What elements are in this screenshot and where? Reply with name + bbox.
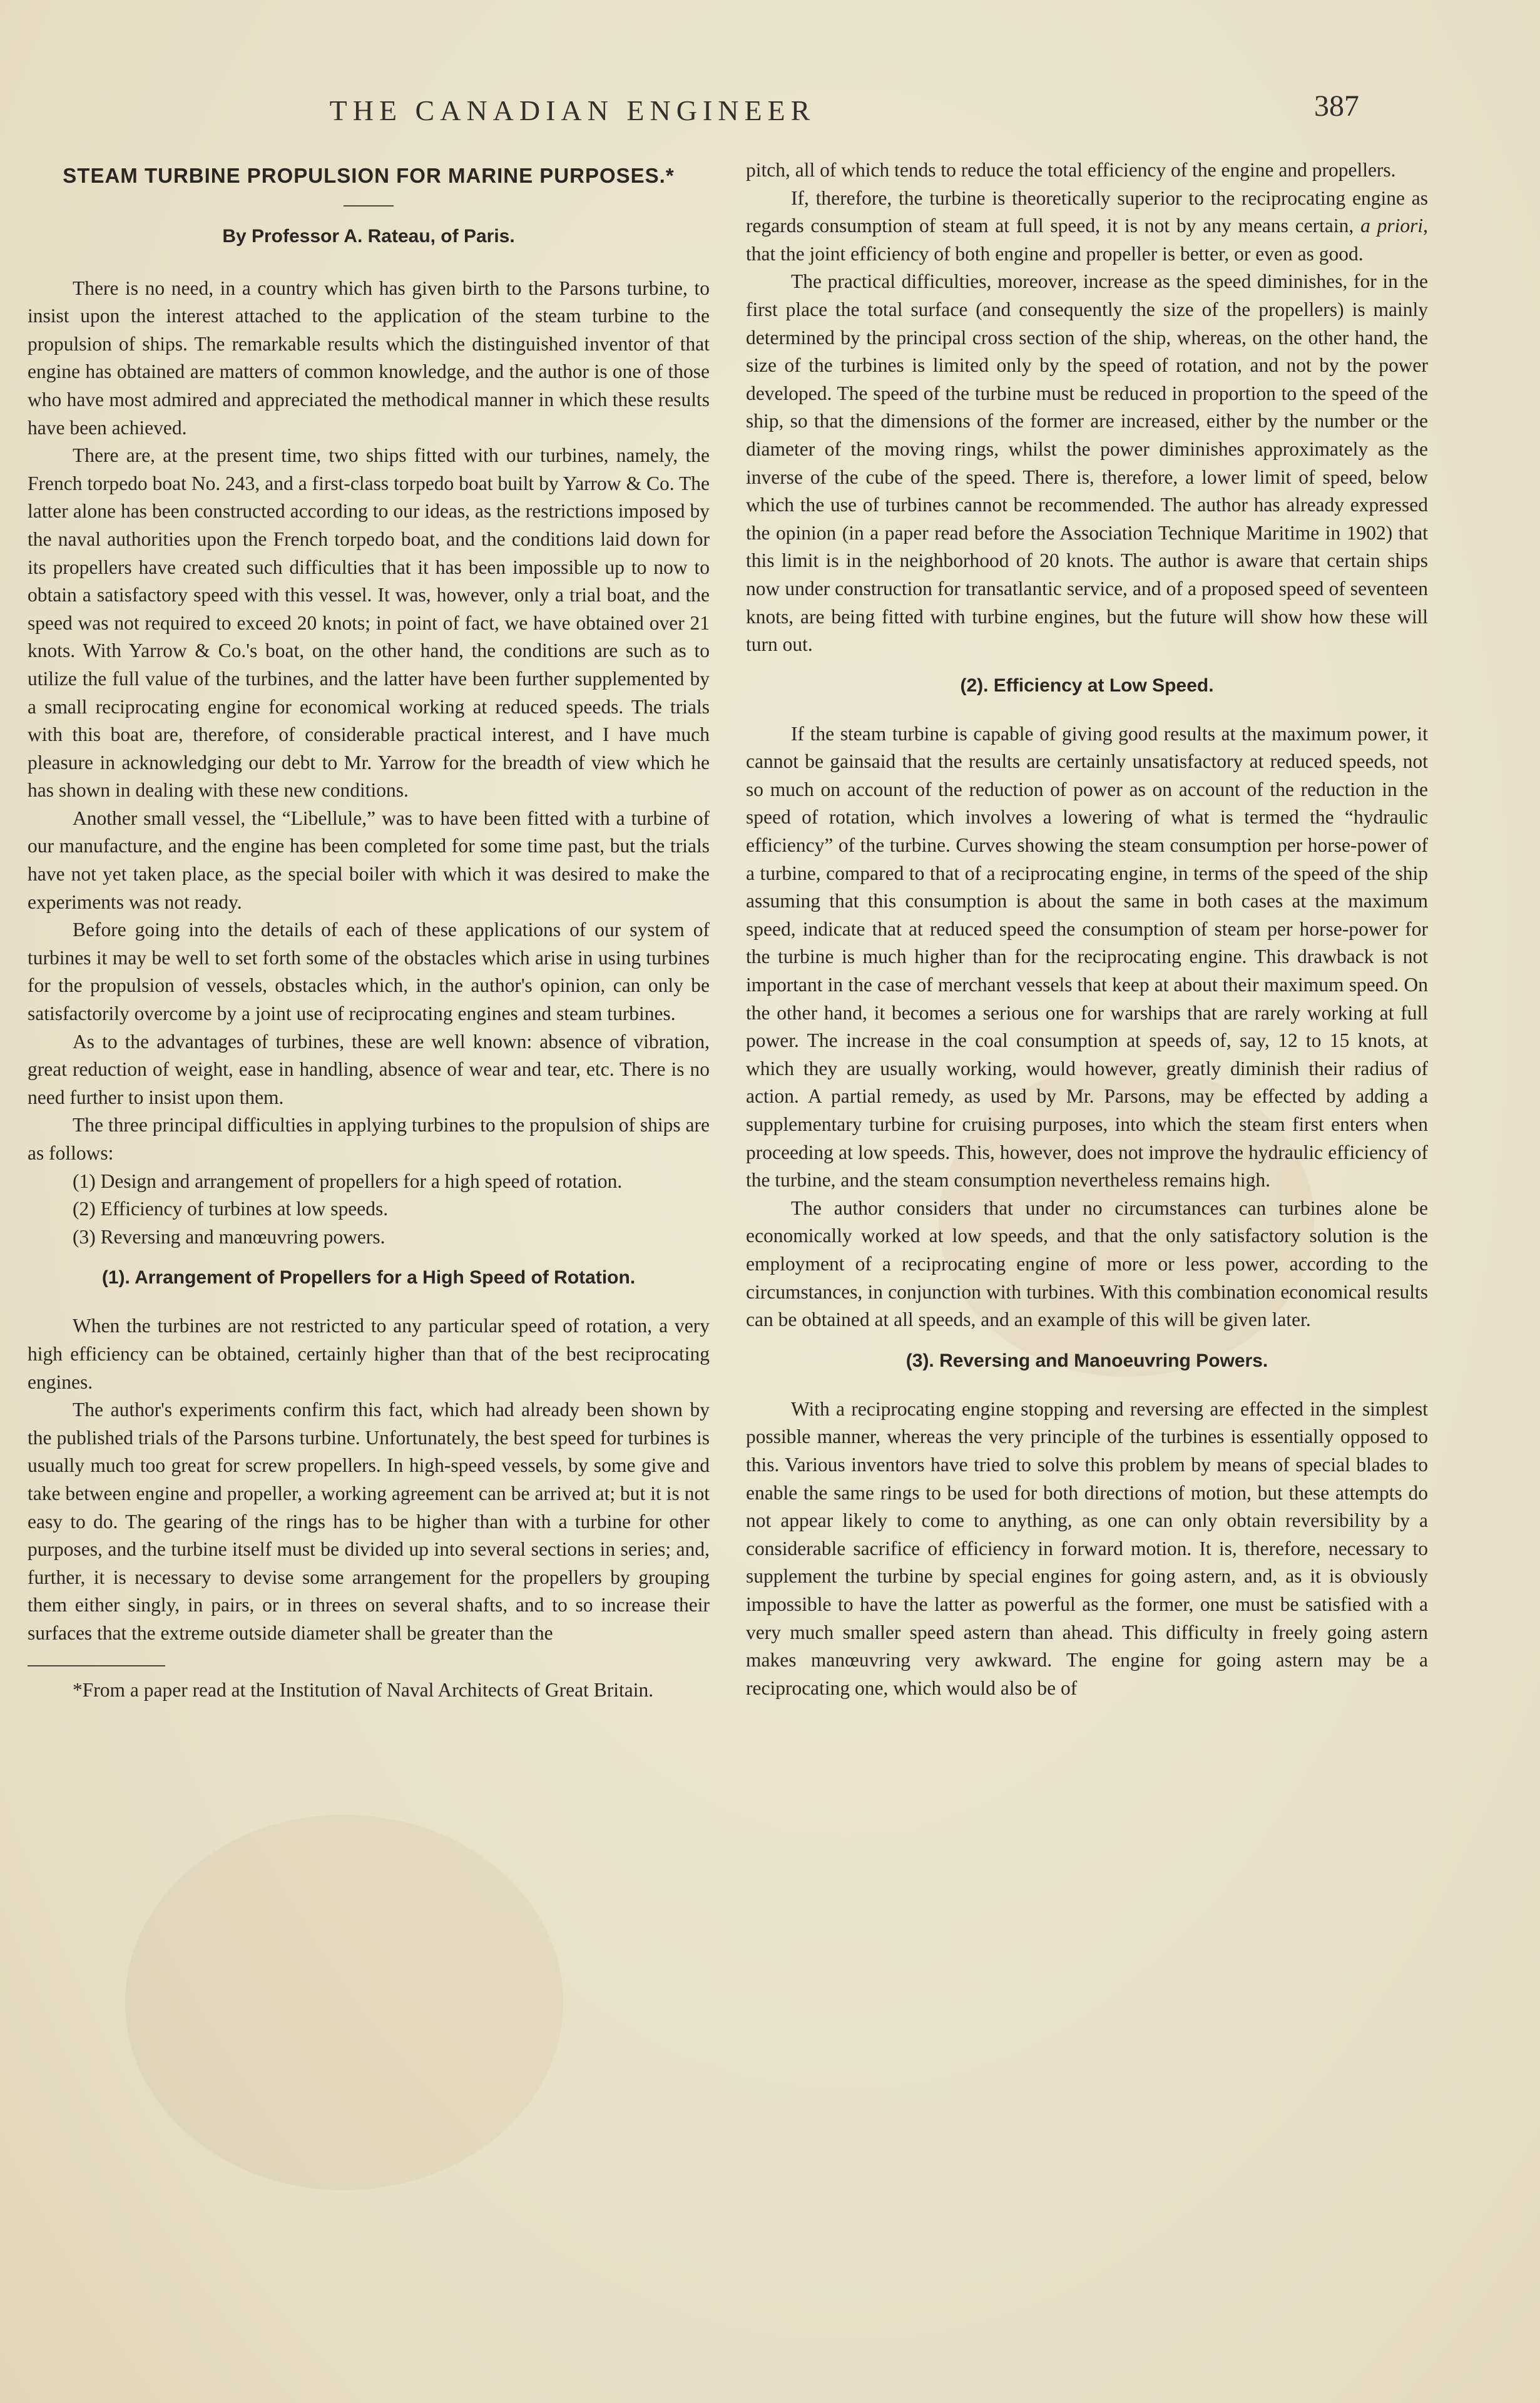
paragraph: The practical difficulties, moreover, increase as the speed diminishes, for in the first place the total surface (and consequently the size of the propellers) is mainly determined by the principal cross section of the ship, whereas, on the other hand, the size of the turbines is limited only by the speed of rotation, and not by the power developed. The speed of the turbine must be reduced in proportion to the speed of the ship, so that the dimensions of the former are increased, either by the number or the diameter of the moving rings, whilst the power diminishes approximately as the inverse of the cube of the speed. There is, therefore, a lower limit of speed, below which the use of turbines cannot be recommended. The author has already expressed the opinion (in a paper read before the Association Technique Maritime in 1902) that this limit is in the neighborhood of 20 knots. The author is aware that certain ships now under construction for transatlantic service, and of a proposed speed of seventeen knots, are being fitted with turbine engines, but the future will show how these will turn out. [746, 270, 1428, 656]
byline: By Professor A. Rateau, of Paris. [222, 226, 515, 247]
paragraph: pitch, all of which tends to reduce the total efficiency of the engine and propellers. [746, 159, 1396, 181]
paragraph-text: If, therefore, the turbine is theoretically superior to the reciprocating engine as regards consumption of steam at full speed, it is not by any means certain, [746, 186, 1428, 237]
section-heading: (2). Efficiency at Low Speed. [960, 675, 1214, 696]
paragraph [746, 185, 1428, 268]
paper-stain [125, 1815, 563, 2190]
title-rule [344, 205, 394, 207]
article-title: STEAM TURBINE PROPULSION FOR MARINE PURPOSES.* [63, 164, 675, 187]
italic-phrase: a priori [1360, 215, 1424, 237]
left-column [28, 156, 710, 1704]
paragraph: Before going into the details of each of these applications of our system of turbines it may be well to set forth some of the obstacles which arise in using turbines for the propulsion of vessels, obstacles which, in the author's opinion, can only be satisfactorily overcome by a joint use of reciprocating engines and steam turbines. [28, 919, 710, 1025]
paragraph: The author's experiments confirm this fact, which had already been shown by the published trials of the Parsons turbine. Unfortunately, the best speed for turbines is usually much too great for screw propellers. In high-speed vessels, by some give and take between engine and propeller, a working agreement can be arrived at; but it is not easy to do. The gearing of the rings has to be higher than with a turbine for other purposes, and the turbine itself must be divided up into several sections in series; and, further, it is necessary to devise some arrangement for the propellers by grouping them either singly, in pairs, or in threes on several shafts, and to so increase their surfaces that the extreme outside diameter shall be greater than the [28, 1399, 710, 1644]
right-column [746, 156, 1428, 1702]
list-item: (3) Reversing and manœuvring powers. [73, 1225, 385, 1248]
paragraph: When the turbines are not restricted to any particular speed of rotation, a very high efficiency can be obtained, certainly higher than that of the best reciprocating engines. [28, 1315, 710, 1393]
journal-title: THE CANADIAN ENGINEER [329, 94, 816, 126]
paragraph: There are, at the present time, two ships fitted with our turbines, namely, the French torpedo boat No. 243, and a first-class torpedo boat built by Yarrow & Co. The latter alone has been constructed according to our ideas, as the restrictions imposed by the naval authorities upon the French torpedo boat, and the conditions laid down for its propellers have created such difficulties that it has been impossible up to now to obtain a satisfactory speed with this vessel. It was, however, only a trial boat, and the speed was not required to exceed 20 knots; in point of fact, we have obtained over 21 knots. With Yarrow & Co.'s boat, on the other hand, the conditions are such as to utilize the full value of the turbines, and the latter have been further supplemented by a small reciprocating engine for economical working at reduced speeds. The trials with this boat are, therefore, of considerable practical interest, and I have much pleasure in acknowledging our debt to Mr. Yarrow for the breadth of view which he has shown in dealing with these new conditions. [28, 444, 710, 802]
list-item: (2) Efficiency of turbines at low speeds. [73, 1198, 389, 1220]
paragraph: Another small vessel, the “Libellule,” was to have been fitted with a turbine of our manufacture, and the engine has been completed for some time past, but the trials have not yet taken place, as the special boiler with which it was desired to make the experiments was not ready. [28, 807, 710, 913]
list-item: (1) Design and arrangement of propellers for a high speed of rotation. [73, 1170, 623, 1192]
paragraph: As to the advantages of turbines, these are well known: absence of vibration, great reduction of weight, ease in handling, absence of wear and tear, etc. There is no need further to insist upon them. [28, 1030, 710, 1108]
footnote: *From a paper read at the Institution of Naval Architects of Great Britain. [73, 1678, 654, 1701]
section-heading: (1). Arrangement of Propellers for a High Speed of Rotation. [101, 1267, 636, 1288]
paragraph-text: , that the joint efficiency of both engine and propeller is better, or even as good. [746, 215, 1428, 265]
paragraph: There is no need, in a country which has given birth to the Parsons turbine, to insist upon the interest attached to the application of the steam turbine to the propulsion of ships. The remarkable results which the distinguished inventor of that engine has obtained are matters of common knowledge, and the author is one of those who have most admired and appreciated the methodical manner in which these results have been achieved. [28, 277, 710, 439]
footnote-rule [28, 1665, 165, 1666]
paragraph: The author considers that under no circumstances can turbines alone be economically worked at low speeds, and that the only satisfactory solution is the employment of a reciprocating engine of more or less power, according to the circumstances, in conjunction with turbines. With this combination economical results can be obtained at all speeds, and an example of this will be given later. [746, 1196, 1428, 1331]
section-heading: (3). Reversing and Manoeuvring Powers. [905, 1350, 1268, 1371]
paragraph: If the steam turbine is capable of giving good results at the maximum power, it cannot be gainsaid that the results are certainly unsatisfactory at reduced speeds, not so much on account of the reduction of power as on account of the reduction in the speed of rotation, which involves a lowering of what is termed the “hydraulic efficiency” of the turbine. Curves showing the steam consumption per horse-power of a turbine, compared to that of a reciprocating engine, in terms of the speed of the ship assuming that this consumption is about the same in both cases at the maximum speed, indicate that at reduced speed the consumption of steam per horse-power for the turbine is much higher than for the reciprocating engine. This drawback is not important in the case of merchant vessels that keep at about their maximum speed. On the other hand, it becomes a serious one for warships that are rarely working at full power. The increase in the coal consumption at speeds of, say, 12 to 15 knots, at which they are usually working, would however, greatly diminish their radius of action. A partial remedy, as used by Mr. Parsons, may be effected by adding a supplementary turbine for cruising purposes, into which the steam first enters when proceeding at low speeds. This, however, does not improve the hydraulic efficiency of the turbine, and the steam consumption nevertheless remains high. [746, 722, 1428, 1191]
paragraph: The three principal difficulties in applying turbines to the propulsion of ships are as follows: [28, 1114, 710, 1164]
paragraph: With a reciprocating engine stopping and reversing are effected in the simplest possible manner, whereas the very principle of the turbines is essentially opposed to this. Various inventors have tried to solve this problem by means of special blades to enable the same rings to be used for both directions of motion, but these attempts do not appear likely to come to anything, as one can only obtain reversibility by a considerable sacrifice of efficiency in forward motion. It is, therefore, necessary to supplement the turbine by special engines for going astern, and, as it is obviously impossible to have the latter as powerful as the former, one must be satisfied with a very much smaller speed astern than ahead. This difficulty in freely going astern makes manœuvring very awkward. The engine for going astern may be a reciprocating one, which would also be of [746, 1397, 1428, 1699]
page-number: 387 [1314, 89, 1359, 123]
